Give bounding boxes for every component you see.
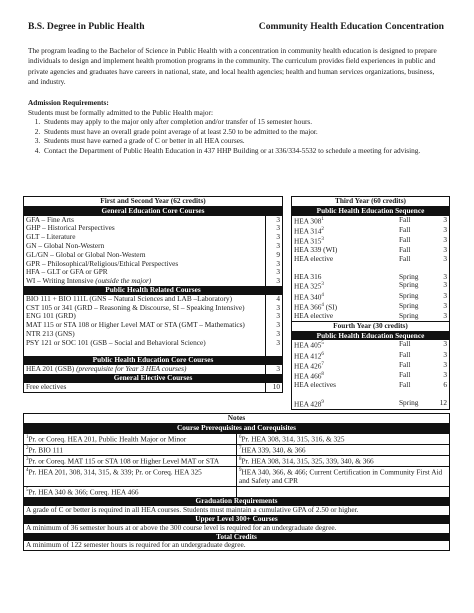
footnote-ref: 2 bbox=[321, 226, 324, 232]
sequence-row bbox=[292, 312, 449, 321]
prereq-row bbox=[24, 433, 449, 444]
course-credits: 3 bbox=[266, 304, 283, 313]
course-label: HEA 340 bbox=[294, 292, 322, 302]
course-name bbox=[292, 361, 397, 371]
course-term: Spring bbox=[399, 280, 419, 290]
prereq-row bbox=[24, 444, 449, 455]
course-label: HEA 426 bbox=[294, 361, 322, 371]
degree-title: B.S. Degree in Public Health bbox=[28, 21, 145, 32]
course-credits: 3 bbox=[266, 277, 283, 286]
years-3-4-table bbox=[291, 196, 450, 410]
sequence-row bbox=[292, 381, 449, 390]
course-label: HEA elective bbox=[294, 311, 334, 321]
admission-requirements bbox=[28, 98, 448, 156]
course-credits: 3 bbox=[443, 339, 447, 349]
course-label: CST 105 or 341 (GRD – Reasoning & Discourse, SI – Speaking Intensive) bbox=[26, 302, 245, 312]
years-1-2-title-text: First and Second Year (62 credits) bbox=[24, 197, 282, 206]
course-name bbox=[292, 340, 397, 350]
course-term: Spring bbox=[399, 397, 419, 407]
notes-title bbox=[24, 414, 449, 423]
prereq-row bbox=[24, 456, 449, 467]
prereq-left bbox=[24, 433, 237, 444]
course-credits: 3 bbox=[266, 224, 283, 233]
course-credits: 3 bbox=[266, 268, 283, 277]
sequence-row bbox=[292, 340, 449, 350]
years-1-2-title bbox=[24, 197, 282, 206]
elective-header-text: General Elective Courses bbox=[24, 374, 282, 383]
course-label: HEA 366 bbox=[294, 302, 322, 312]
prereq-right bbox=[237, 456, 450, 467]
footnote-ref: 1 bbox=[321, 216, 324, 222]
course-credits: 3 bbox=[266, 312, 283, 321]
course-label: HEA 308 bbox=[294, 216, 322, 226]
course-label: GL/GN – Global or Global Non-Western bbox=[26, 249, 146, 259]
prereq-header bbox=[24, 423, 449, 433]
course-term: Spring bbox=[399, 271, 419, 281]
footnote-ref: 9 bbox=[321, 399, 324, 405]
course-label: HEA 201 (GSB) bbox=[26, 364, 75, 374]
footnote-number: 1 bbox=[26, 434, 29, 440]
course-name bbox=[292, 399, 397, 409]
upper-level-header-text: Upper Level 300+ Courses bbox=[24, 515, 449, 524]
footnote-number: 4 bbox=[26, 468, 29, 474]
prereq-left bbox=[24, 467, 237, 487]
graduation-text: A grade of C or better is required in all HEA courses. Students must maintain a cumulative GPA of 2.50 or higher. bbox=[26, 505, 359, 515]
course-term: Fall bbox=[399, 339, 411, 349]
prereq-text: Pr. BIO 111 bbox=[28, 445, 64, 455]
course-credits: 3 bbox=[266, 233, 283, 242]
course-term: Spring bbox=[399, 290, 419, 300]
sequence-header-2-text: Public Health Education Sequence bbox=[292, 331, 449, 340]
course-label: HEA 412 bbox=[294, 351, 322, 361]
years-1-2-body bbox=[24, 197, 282, 392]
related-header-text: Public Health Related Courses bbox=[24, 286, 282, 295]
footnote-ref: 6 bbox=[321, 351, 324, 357]
total-credits-text-row bbox=[24, 541, 449, 550]
course-credits: 3 bbox=[443, 311, 447, 321]
course-credits: 3 bbox=[266, 321, 283, 330]
course-label: ENG 101 (GRD) bbox=[26, 311, 76, 321]
course-credits: 3 bbox=[443, 370, 447, 380]
course-credits: 9 bbox=[266, 251, 283, 260]
course-row bbox=[24, 339, 282, 348]
footnote-number: 6 bbox=[239, 434, 242, 440]
admission-list bbox=[28, 117, 448, 155]
prereq-text: Pr. or Coreq. MAT 115 or STA 108 or Higher Level MAT or STA bbox=[28, 456, 220, 466]
course-credits: 3 bbox=[443, 280, 447, 290]
course-credits: 3 bbox=[443, 245, 447, 255]
sequence-row bbox=[292, 255, 449, 264]
course-label: HEA 325 bbox=[294, 281, 322, 291]
prereq-text: Pr. HEA 308, 314, 315, 316, & 325 bbox=[241, 434, 345, 444]
course-term: Fall bbox=[399, 235, 411, 245]
prereq-text: Pr. or Coreq. HEA 201, Public Health Major or Minor bbox=[28, 434, 187, 444]
year-3-title-text: Third Year (60 credits) bbox=[292, 197, 449, 206]
notes-title-text: Notes bbox=[24, 414, 449, 423]
course-label: GPR – Philosophical/Religious/Ethical Perspectives bbox=[26, 258, 179, 268]
footnote-ref: 3 bbox=[321, 282, 324, 288]
course-credits: 3 bbox=[443, 254, 447, 264]
course-name bbox=[24, 383, 266, 392]
course-credits: 12 bbox=[439, 397, 447, 407]
footnote-ref: 7 bbox=[321, 361, 324, 367]
course-credits: 3 bbox=[443, 359, 447, 369]
total-credits-text: A minimum of 122 semester hours is required for an undergraduate degree. bbox=[26, 540, 246, 550]
course-credits: 3 bbox=[266, 339, 283, 348]
footnote-ref: 8 bbox=[321, 372, 324, 378]
course-credits: 4 bbox=[266, 295, 283, 304]
sequence-header-text: Public Health Education Sequence bbox=[292, 206, 449, 215]
prereq-text: HEA 340, 366, & 466; Current Certification in Community First Aid and Safety and CPR bbox=[239, 467, 443, 486]
sequence-row bbox=[292, 216, 449, 226]
course-name bbox=[292, 351, 397, 361]
course-note: (outside the major) bbox=[95, 276, 152, 286]
course-term: Fall bbox=[399, 224, 411, 234]
footnote-ref: 4 bbox=[321, 292, 324, 298]
course-suffix: (SI) bbox=[323, 302, 338, 312]
prereq-right bbox=[237, 444, 450, 455]
sequence-row bbox=[292, 226, 449, 236]
course-label: HEA electives bbox=[294, 380, 336, 390]
course-credits: 3 bbox=[266, 260, 283, 269]
course-label: GHP – Historical Perspectives bbox=[26, 223, 115, 233]
course-name bbox=[292, 281, 397, 291]
concentration-title: Community Health Education Concentration bbox=[258, 21, 444, 32]
admission-item: 1. Students may apply to the major only after completion and/or transfer of 15 semester hours. bbox=[42, 117, 448, 127]
admission-item: 4. Contact the Department of Public Health Education in 437 HHP Building or at 336/334-5532 to schedule a meeting for advising. bbox=[42, 146, 448, 156]
course-term: Fall bbox=[399, 254, 411, 264]
course-term: Fall bbox=[399, 245, 411, 255]
course-label: WI – Writing Intensive bbox=[26, 276, 94, 286]
course-row bbox=[24, 383, 282, 392]
sequence-header-2 bbox=[292, 331, 449, 340]
course-credits: 3 bbox=[266, 216, 283, 225]
course-label: NTR 213 (GNS) bbox=[26, 328, 75, 338]
footnote-ref: 4 bbox=[321, 302, 324, 308]
footnote-number: 8 bbox=[239, 457, 242, 463]
course-credits: 3 bbox=[443, 349, 447, 359]
footnote-number: 7 bbox=[239, 445, 242, 451]
notes-body bbox=[24, 414, 449, 550]
course-credits: 3 bbox=[443, 271, 447, 281]
course-credits: 3 bbox=[266, 330, 283, 339]
sequence-row bbox=[292, 292, 449, 302]
spacer-row bbox=[292, 390, 449, 399]
course-credits: 3 bbox=[266, 242, 283, 251]
course-term: Fall bbox=[399, 380, 411, 390]
prereq-left bbox=[24, 456, 237, 467]
page-header bbox=[28, 21, 444, 32]
sequence-row bbox=[292, 273, 449, 282]
course-label: HEA 314 bbox=[294, 226, 322, 236]
prereq-text: HEA 339, 340, & 366 bbox=[241, 445, 306, 455]
prereq-text: Pr. HEA 308, 314, 315, 325, 339, 340, & 366 bbox=[241, 456, 374, 466]
admission-item: 3. Students must have earned a grade of C or better in all HEA courses. bbox=[42, 136, 448, 146]
course-credits: 3 bbox=[443, 224, 447, 234]
course-term: Spring bbox=[399, 300, 419, 310]
prereq-text: Pr. HEA 201, 308, 314, 315, & 339; Pr. or Coreq. HEA 325 bbox=[28, 467, 202, 477]
upper-level-text: A minimum of 36 semester hours at or above the 300 course level is required for an undergraduate degree. bbox=[26, 522, 337, 532]
course-name bbox=[24, 339, 266, 348]
spacer-cell bbox=[292, 390, 449, 399]
years-1-2-table bbox=[23, 196, 283, 393]
course-label: BIO 111 + BIO 111L (GNS – Natural Sciences and LAB –Laboratory) bbox=[26, 293, 233, 303]
total-credits-header-text: Total Credits bbox=[24, 533, 449, 542]
course-name bbox=[292, 216, 397, 226]
course-credits: 3 bbox=[443, 235, 447, 245]
prereq-header-text: Course Prerequisites and Corequisites bbox=[24, 423, 449, 433]
course-label: GFA – Fine Arts bbox=[26, 214, 74, 224]
footnote-ref: 5 bbox=[321, 341, 324, 347]
course-label: Free electives bbox=[26, 381, 67, 391]
course-name bbox=[292, 255, 397, 264]
course-label: HFA – GLT or GFA or GPR bbox=[26, 267, 108, 277]
course-name bbox=[292, 381, 397, 390]
year-3-title bbox=[292, 197, 449, 206]
course-label: HEA 316 bbox=[294, 271, 322, 281]
course-label: HEA 405 bbox=[294, 340, 322, 350]
footnote-number: 9 bbox=[239, 468, 242, 474]
spacer-cell bbox=[266, 348, 283, 357]
footnote-number: 3 bbox=[26, 457, 29, 463]
course-term: Fall bbox=[399, 349, 411, 359]
course-label: HEA 466 bbox=[294, 371, 322, 381]
prereq-row bbox=[24, 467, 449, 487]
course-label: GLT – Literature bbox=[26, 232, 76, 242]
admission-title: Admission Requirements: bbox=[28, 98, 109, 107]
sequence-row bbox=[292, 281, 449, 291]
course-credits: 10 bbox=[266, 383, 283, 392]
course-credits: 3 bbox=[266, 365, 283, 374]
course-label: PSY 121 or SOC 101 (GSB – Social and Behavioral Science) bbox=[26, 337, 206, 347]
course-credits: 3 bbox=[443, 214, 447, 224]
sequence-row bbox=[292, 351, 449, 361]
prereq-right bbox=[237, 433, 450, 444]
sequence-header bbox=[292, 206, 449, 215]
course-name bbox=[292, 292, 397, 302]
course-credits: 6 bbox=[443, 380, 447, 390]
course-credits: 3 bbox=[443, 290, 447, 300]
course-term: Fall bbox=[399, 370, 411, 380]
course-name bbox=[292, 312, 397, 321]
course-label: HEA 315 bbox=[294, 236, 322, 246]
footnote-number: 5 bbox=[26, 488, 29, 494]
sequence-row bbox=[292, 399, 449, 409]
year-4-title-row bbox=[292, 321, 449, 331]
course-name bbox=[292, 226, 397, 236]
gen-ed-header-text: General Education Core Courses bbox=[24, 206, 282, 215]
intro-paragraph: The program leading to the Bachelor of Science in Public Health with a concentration in community health education is designed to prepare individuals to design and implement health promotion programs in the community. The curriculum provides field experiences in public and private agencies and graduates have careers in national, state, and local health agencies; health and human services organizations, business, and industry. bbox=[28, 46, 437, 86]
ph-ed-header-text: Public Health Education Core Courses bbox=[24, 356, 282, 365]
admission-item: 2. Students must have an overall grade point average of at least 2.50 to be admitted to the major. bbox=[42, 127, 448, 137]
course-label: GN – Global Non-Western bbox=[26, 240, 105, 250]
prereq-text: Pr. HEA 340 & 366; Coreq. HEA 466 bbox=[28, 487, 139, 497]
sequence-row bbox=[292, 361, 449, 371]
admission-lead: Students must be formally admitted to the Public Health major: bbox=[28, 107, 214, 117]
course-note: (prerequisite for Year 3 HEA courses) bbox=[76, 364, 187, 374]
course-label: HEA elective bbox=[294, 254, 334, 264]
year-4-title: Fourth Year (30 credits) bbox=[292, 321, 449, 331]
course-label: HEA 428 bbox=[294, 399, 322, 409]
footnote-number: 2 bbox=[26, 445, 29, 451]
years-3-4-body bbox=[292, 197, 449, 409]
course-name bbox=[292, 273, 397, 282]
footnote-ref: 3 bbox=[321, 237, 324, 243]
graduation-header-text: Graduation Requirements bbox=[24, 497, 449, 506]
prereq-left bbox=[24, 444, 237, 455]
prereq-right bbox=[237, 467, 450, 487]
course-label: HEA 339 (WI) bbox=[294, 245, 338, 255]
course-label: MAT 115 or STA 108 or Higher Level MAT or STA (GMT – Mathematics) bbox=[26, 320, 245, 330]
notes-table bbox=[23, 413, 450, 551]
course-credits: 3 bbox=[443, 300, 447, 310]
course-term: Fall bbox=[399, 214, 411, 224]
course-term: Spring bbox=[399, 311, 419, 321]
course-term: Fall bbox=[399, 359, 411, 369]
